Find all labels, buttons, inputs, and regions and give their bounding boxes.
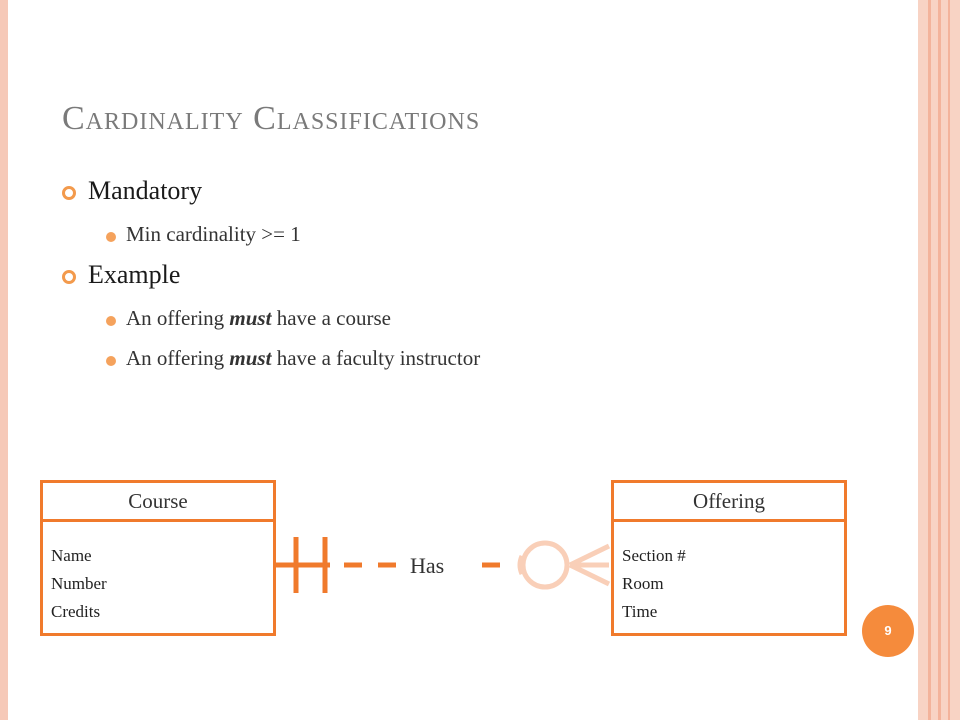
course-attribute: Credits [51,602,101,621]
offering-attribute: Section # [622,546,686,565]
sub-bullet-min-cardinality: Min cardinality >= 1 [62,220,882,260]
page-number-badge: 9 [862,605,914,657]
optional-many-icon [520,543,609,587]
offering-attribute: Room [622,574,664,593]
slide-title: Cardinality Classifications [62,100,481,137]
mandatory-one-icon [273,537,330,593]
bullet-example: Example [62,260,882,304]
bullet-mandatory: Mandatory [62,176,882,220]
sub-bullet-course: An offering must have a course [62,304,882,344]
offering-attribute: Time [622,602,658,621]
sub-bullet-faculty: An offering must have a faculty instructor [62,344,882,384]
offering-entity-title: Offering [614,483,844,522]
course-attribute: Name [51,546,92,565]
course-attribute: Number [51,574,107,593]
course-entity-title: Course [43,483,273,522]
relationship-label: Has [410,553,445,578]
